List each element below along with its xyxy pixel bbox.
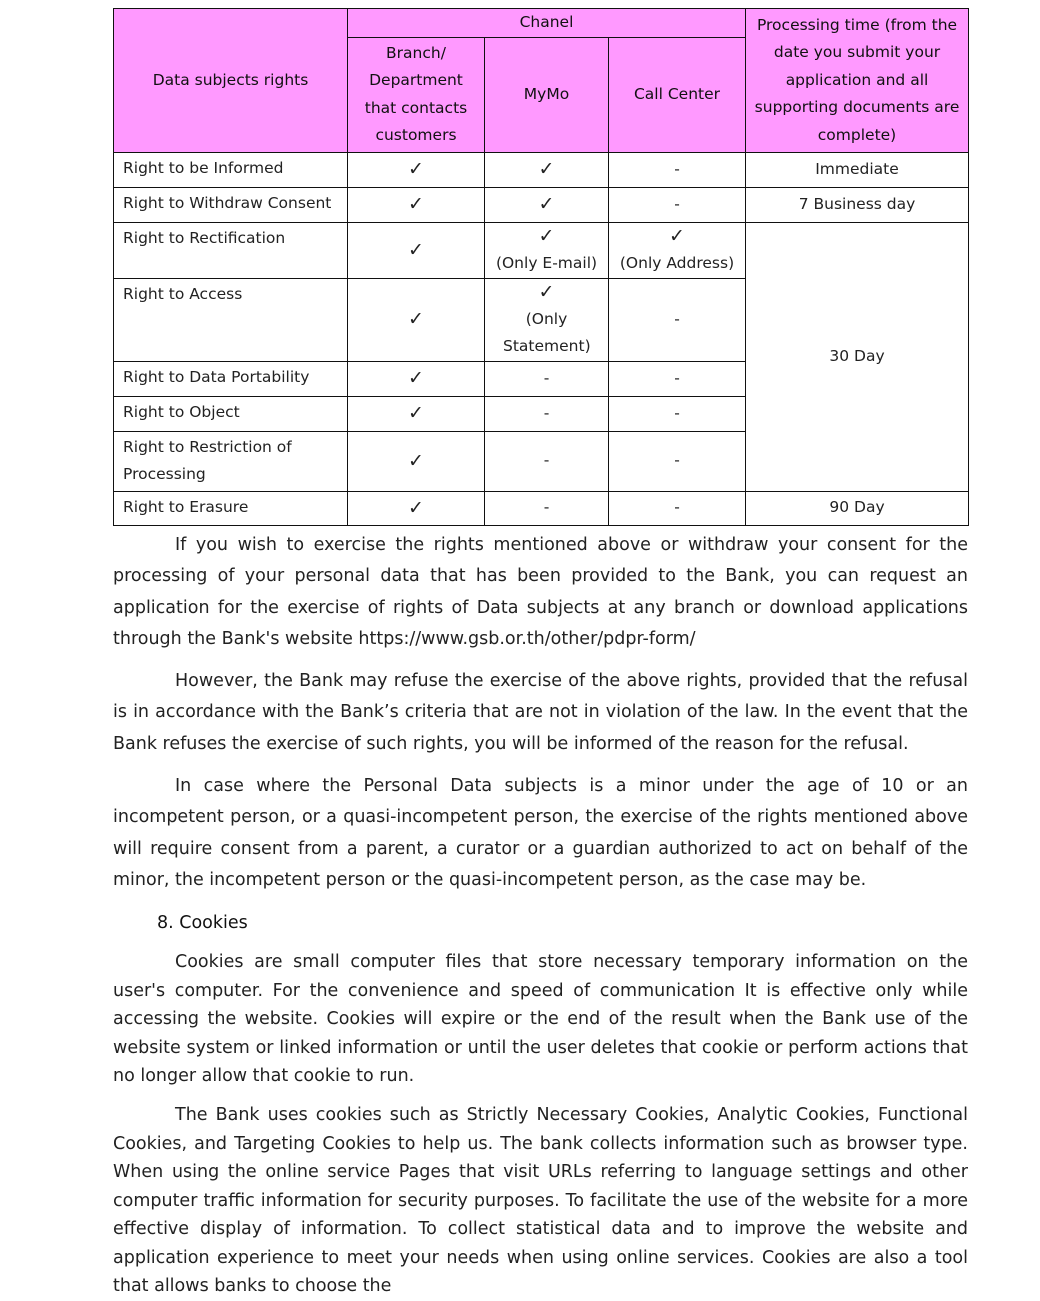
paragraph-minor-consent: In case where the Personal Data subjects is a minor under the age of 10 or an incompetent person, or a quasi-incompetent person, the exercise of the rights mentioned above will require consent from a parent, a curator or a guardian authorized to act on behalf of the minor, the incompetent person or the quasi-incompetent person, as the case may be.	[113, 776, 968, 891]
header-call-center: Call Center	[609, 37, 746, 152]
processing-time: 30 Day	[746, 222, 969, 491]
processing-time: 7 Business day	[746, 187, 969, 222]
processing-time: Immediate	[746, 152, 969, 187]
right-name: Right to Withdraw Consent	[114, 187, 348, 222]
header-mymo: MyMo	[485, 37, 609, 152]
header-branch: Branch/ Department that contacts customers	[348, 37, 485, 152]
check-icon: ✓	[408, 308, 424, 330]
channel-note: (Only E-mail)	[495, 253, 598, 272]
check-icon: ✓	[408, 402, 424, 424]
check-icon: ✓	[408, 367, 424, 389]
channel-note: (Only Address)	[619, 253, 735, 272]
right-name: Right to Data Portability	[114, 361, 348, 396]
table-row	[114, 491, 969, 525]
right-name: Right to Access	[114, 278, 348, 361]
header-rights: Data subjects rights	[114, 9, 348, 153]
check-icon: ✓	[408, 193, 424, 215]
dash-mark: -	[674, 309, 680, 328]
check-icon: ✓	[538, 224, 555, 247]
processing-time: 90 Day	[746, 491, 969, 525]
check-icon: ✓	[408, 496, 424, 519]
check-icon: ✓	[408, 449, 424, 472]
right-name: Right to Restriction of Processing	[114, 431, 348, 491]
header-processing-time: Processing time (from the date you submit your application and all supporting documents are complete)	[746, 9, 969, 153]
dash-mark: -	[674, 498, 680, 517]
check-icon: ✓	[669, 224, 685, 247]
paragraph-cookies-definition: Cookies are small computer files that store necessary temporary information on the user's computer. For the convenience and speed of communication It is effective only while accessing the website. Cookies will expire or the end of the result when the Bank use of the website system or linked information or until the user deletes that cookie or perform actions that no longer allow that cookie to run.	[113, 952, 968, 1086]
right-name: Right to Object	[114, 396, 348, 431]
dash-mark: -	[543, 451, 550, 470]
check-icon: ✓	[538, 158, 555, 180]
table-row	[114, 152, 969, 187]
dash-mark: -	[674, 159, 680, 178]
right-name: Right to be Informed	[114, 152, 348, 187]
dash-mark: -	[674, 451, 680, 470]
check-icon: ✓	[408, 158, 424, 180]
dash-mark: -	[543, 498, 550, 517]
table-row	[114, 222, 969, 278]
dash-mark: -	[674, 403, 680, 422]
dash-mark: -	[674, 194, 680, 213]
table-row	[114, 187, 969, 222]
rights-table	[113, 8, 969, 526]
check-icon: ✓	[408, 238, 424, 261]
section-heading-cookies: 8. Cookies	[157, 913, 248, 933]
paragraph-refusal: However, the Bank may refuse the exercise of the above rights, provided that the refusal is in accordance with the Bank’s criteria that are not in violation of the law. In the event that the Bank refuses the exercise of such rights, you will be informed of the reason for the refusal.	[113, 671, 968, 754]
dash-mark: -	[543, 368, 550, 387]
right-name: Right to Erasure	[114, 491, 348, 525]
header-channel: Chanel	[348, 9, 746, 38]
dash-mark: -	[674, 368, 680, 387]
check-icon: ✓	[538, 280, 555, 303]
paragraph-cookies-usage: The Bank uses cookies such as Strictly Necessary Cookies, Analytic Cookies, Functional Cookies, and Targeting Cookies to help us. The bank collects information such as browser type. When using the online service Pages that visit URLs referring to language settings and other computer traffic information for security purposes. To facilitate the use of the website for a more effective display of information. To collect statistical data and to improve the website and application experience to meet your needs when using online services. Cookies are also a tool that allows banks to choose the	[113, 1105, 968, 1296]
check-icon: ✓	[538, 193, 555, 215]
paragraph-exercise-rights: If you wish to exercise the rights mentioned above or withdraw your consent for the processing of your personal data that has been provided to the Bank, you can request an application for the exercise of rights of Data subjects at any branch or download applications through the Bank's website https://www.gsb.or.th/other/pdpr-form/	[113, 535, 968, 650]
dash-mark: -	[543, 403, 550, 422]
channel-note: (Only Statement)	[503, 309, 591, 355]
right-name: Right to Rectification	[114, 222, 348, 278]
